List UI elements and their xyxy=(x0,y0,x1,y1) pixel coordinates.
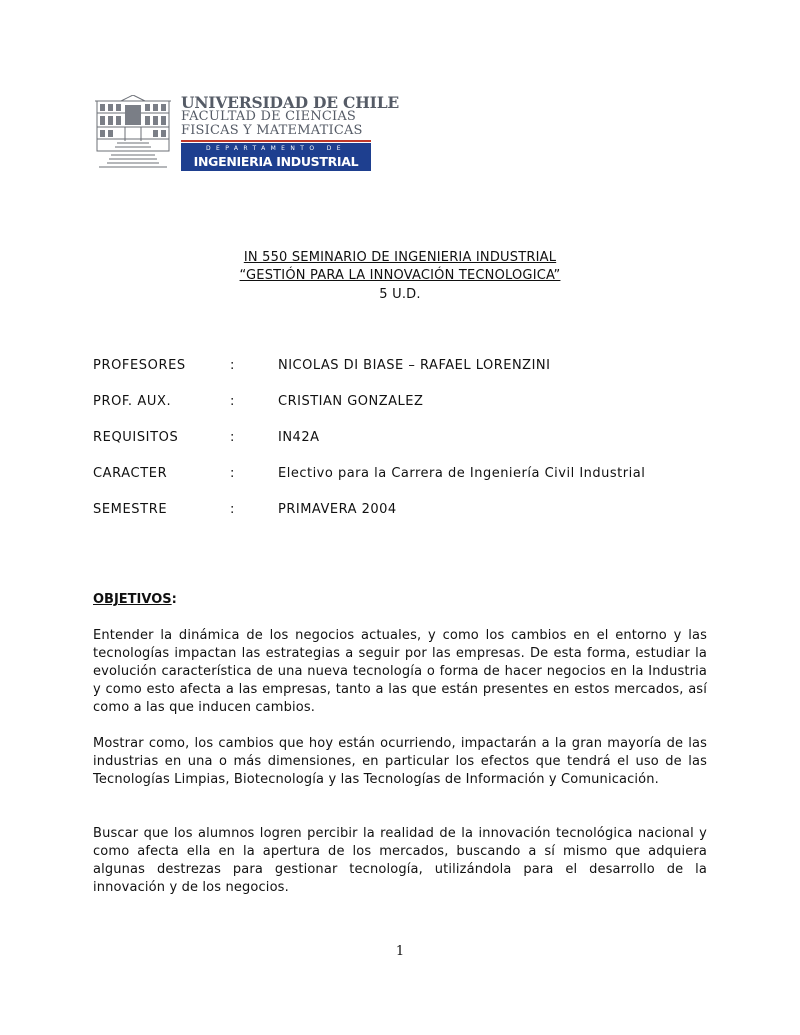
logo-department-band xyxy=(181,143,371,171)
info-row-semestre xyxy=(93,502,713,520)
objective-paragraph-3: Buscar que los alumnos logren percibir la realidad de la innovación tecnológica nacional y como afecta ella en la apertura de los mercados, buscando a sí mismo que adquiera algunas destrezas para gestionar tecnología, utilizándola para el desarrollo de la innovación y de los negocios. xyxy=(93,826,707,895)
info-value: IN42A xyxy=(278,430,320,445)
objective-paragraph-1: Entender la dinámica de los negocios actuales, y como los cambios en el entorno y las tecnologías impactan las estrategias a seguir por las empresas. De esta forma, estudiar la evolución característica de una nueva tecnología o forma de hacer negocios en la Industria y como esto afecta a las empresas, tanto a las que están presentes en estos mercados, así como a las que inducen cambios. xyxy=(93,628,707,715)
logo-department-small: DEPARTAMENTO DE xyxy=(206,145,346,152)
course-title: IN 550 SEMINARIO DE INGENIERIA INDUSTRIAL xyxy=(243,250,557,265)
logo-divider xyxy=(181,140,371,142)
info-value: CRISTIAN GONZALEZ xyxy=(278,394,424,409)
info-label: REQUISITOS xyxy=(93,430,179,445)
logo-faculty-line1: FACULTAD DE CIENCIAS xyxy=(181,109,357,124)
info-value: Electivo para la Carrera de Ingeniería Civil Industrial xyxy=(278,466,646,481)
info-colon: : xyxy=(230,358,235,373)
info-colon: : xyxy=(230,430,235,445)
objectives-title-suffix: : xyxy=(171,592,177,607)
info-label: SEMESTRE xyxy=(93,502,168,517)
course-credits: 5 U.D. xyxy=(379,287,421,302)
logo-university: UNIVERSIDAD DE CHILE xyxy=(181,93,400,112)
objectives-title: OBJETIVOS xyxy=(93,592,172,607)
info-row-requisitos xyxy=(93,430,713,448)
info-label: PROFESORES xyxy=(93,358,186,373)
info-value: NICOLAS DI BIASE – RAFAEL LORENZINI xyxy=(278,358,551,373)
university-logo xyxy=(95,93,400,175)
info-row-caracter xyxy=(93,466,713,484)
info-colon: : xyxy=(230,394,235,409)
info-row-profesores xyxy=(93,358,713,376)
info-value: PRIMAVERA 2004 xyxy=(278,502,397,517)
course-subtitle: “GESTIÓN PARA LA INNOVACIÓN TECNOLOGICA” xyxy=(239,268,561,283)
info-row-prof-aux xyxy=(93,394,713,412)
logo-department-big: INGENIERIA INDUSTRIAL xyxy=(193,154,359,169)
info-colon: : xyxy=(230,466,235,481)
university-building-icon xyxy=(95,95,171,169)
logo-faculty-line2: FISICAS Y MATEMATICAS xyxy=(181,123,363,138)
page-number: 1 xyxy=(395,944,405,959)
objective-paragraph-2: Mostrar como, los cambios que hoy están ocurriendo, impactarán a la gran mayoría de las industrias en una o más dimensiones, en particular los efectos que tendrá el uso de las Tecnologías Limpias, Biotecnología y las Tecnologías de Información y Comunicación. xyxy=(93,736,707,787)
objectives-heading xyxy=(93,592,177,607)
info-label: CARACTER xyxy=(93,466,168,481)
info-label: PROF. AUX. xyxy=(93,394,172,409)
logo-text xyxy=(181,93,400,138)
info-colon: : xyxy=(230,502,235,517)
